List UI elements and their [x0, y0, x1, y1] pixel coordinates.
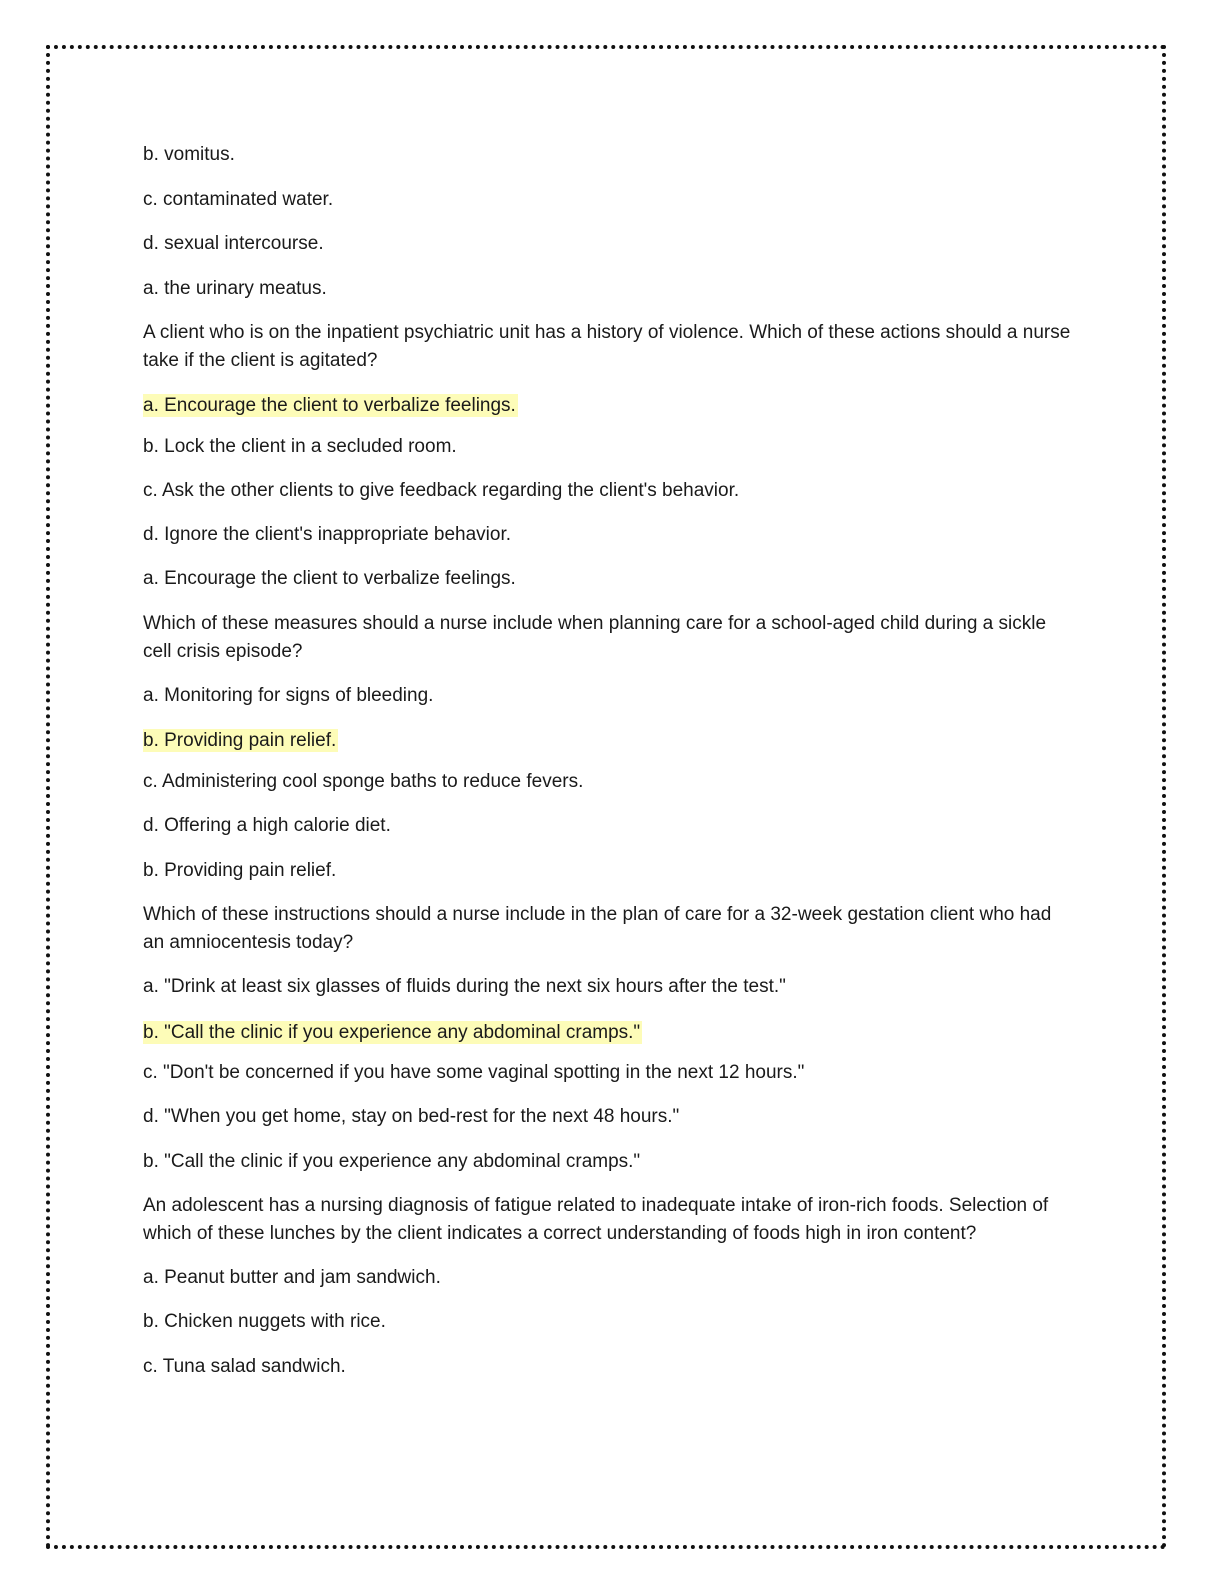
answer-option: c. Tuna salad sandwich.: [143, 1356, 346, 1377]
question-text: Which of these instructions should a nurse include in the plan of care for a 32-week gestation client who had an amniocentesis today?: [143, 904, 1052, 953]
answer-key: a. Encourage the client to verbalize feelings.: [143, 568, 516, 589]
answer-option: b. Lock the client in a secluded room.: [143, 436, 457, 457]
answer-option: c. Ask the other clients to give feedback regarding the client's behavior.: [143, 480, 740, 501]
answer-key: b. "Call the clinic if you experience any abdominal cramps.": [143, 1151, 641, 1172]
answer-option: b. vomitus.: [143, 144, 235, 165]
answer-option: d. sexual intercourse.: [143, 233, 324, 254]
answer-option-highlighted: [143, 1019, 642, 1047]
answer-option: c. "Don't be concerned if you have some vaginal spotting in the next 12 hours.": [143, 1062, 805, 1083]
answer-key: b. Providing pain relief.: [143, 860, 337, 881]
answer-option: a. "Drink at least six glasses of fluids during the next six hours after the test.": [143, 976, 786, 997]
answer-option: c. Administering cool sponge baths to reduce fevers.: [143, 771, 584, 792]
answer-option-highlighted: [143, 727, 338, 755]
highlighted-answer: a. Encourage the client to verbalize feelings.: [143, 395, 516, 416]
answer-option: b. Chicken nuggets with rice.: [143, 1311, 386, 1332]
highlighted-answer: b. "Call the clinic if you experience any abdominal cramps.": [143, 1022, 641, 1043]
answer-option: a. Monitoring for signs of bleeding.: [143, 685, 434, 706]
answer-option: d. Ignore the client's inappropriate behavior.: [143, 524, 512, 545]
answer-option: a. Peanut butter and jam sandwich.: [143, 1267, 441, 1288]
question-text: A client who is on the inpatient psychiatric unit has a history of violence. Which of these actions should a nurse take if the client is agitated?: [143, 322, 1071, 371]
highlighted-answer: b. Providing pain relief.: [143, 730, 337, 751]
answer-option: d. "When you get home, stay on bed-rest for the next 48 hours.": [143, 1106, 680, 1127]
answer-option-highlighted: [143, 392, 518, 420]
answer-key: a. the urinary meatus.: [143, 278, 327, 299]
question-text: An adolescent has a nursing diagnosis of fatigue related to inadequate intake of iron-rich foods. Selection of which of these lunches by the client indicates a correct understanding of foods high in iron content?: [143, 1195, 1049, 1244]
answer-option: d. Offering a high calorie diet.: [143, 815, 391, 836]
question-text: Which of these measures should a nurse include when planning care for a school-aged child during a sickle cell crisis episode?: [143, 613, 1047, 662]
answer-option: c. contaminated water.: [143, 189, 334, 210]
